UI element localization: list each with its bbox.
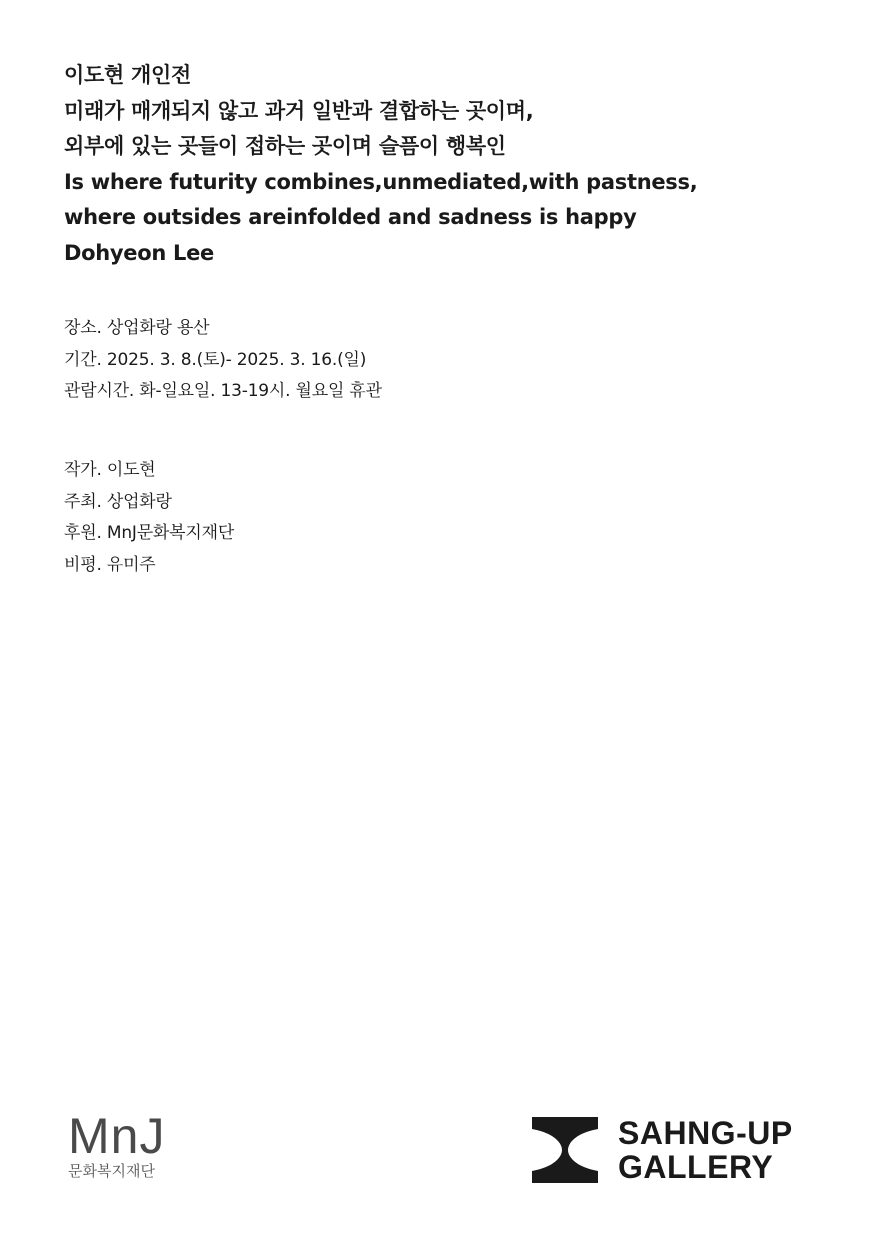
hours-line: 관람시간. 화-일요일. 13-19시. 월요일 휴관	[64, 381, 382, 401]
exhibition-title	[64, 58, 697, 271]
artist-line: 작가. 이도현	[64, 460, 156, 480]
mnj-logo-subtitle: 문화복지재단	[68, 1162, 155, 1180]
sahng-up-wordmark	[618, 1116, 793, 1184]
critic-line: 비평. 유미주	[64, 554, 156, 575]
exhibition-credits	[64, 455, 234, 581]
exhibition-info	[64, 313, 382, 408]
title-line-english-1: Is where futurity combines,unmediated,with pastness,	[64, 169, 698, 194]
sahng-up-line1: SAHNG-UP	[618, 1115, 793, 1151]
title-line-korean-exhibition: 이도현 개인전	[64, 63, 191, 87]
artist-name-english: Dohyeon Lee	[64, 240, 214, 265]
period-line: 기간. 2025. 3. 8.(토)- 2025. 3. 16.(일)	[64, 349, 367, 370]
title-line-korean-1: 미래가 매개되지 않고 과거 일반과 결합하는 곳이며,	[64, 98, 534, 123]
sahng-up-line2: GALLERY	[618, 1149, 774, 1185]
host-line: 주최. 상업화랑	[64, 491, 172, 512]
sahng-up-mark-icon	[532, 1117, 598, 1183]
mnj-foundation-logo	[68, 1108, 166, 1181]
title-line-english-2: where outsides areinfolded and sadness is happy	[64, 205, 637, 229]
mnj-logo-mark: MnJ	[68, 1108, 166, 1164]
title-line-korean-2: 외부에 있는 곳들이 접하는 곳이며 슬픔이 행복인	[64, 134, 506, 158]
sponsor-line: 후원. MnJ문화복지재단	[64, 523, 235, 543]
venue-line: 장소. 상업화랑 용산	[64, 318, 210, 338]
sahng-up-gallery-logo	[532, 1116, 793, 1184]
